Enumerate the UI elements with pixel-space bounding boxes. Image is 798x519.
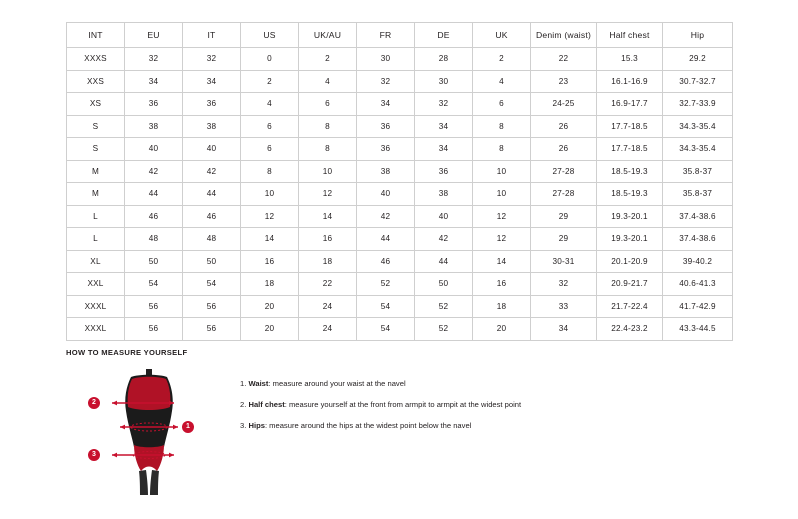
- table-cell: 22: [299, 273, 357, 296]
- table-cell: 10: [299, 160, 357, 183]
- table-cell: XXXS: [67, 48, 125, 71]
- table-cell: 29: [531, 205, 597, 228]
- table-cell: 18: [241, 273, 299, 296]
- table-cell: 32: [183, 48, 241, 71]
- step-term: Half chest: [248, 400, 285, 410]
- table-cell: XXL: [67, 273, 125, 296]
- table-cell: 29: [531, 228, 597, 251]
- table-cell: 30: [415, 70, 473, 93]
- table-row: [67, 250, 733, 273]
- table-cell: 34: [531, 318, 597, 341]
- table-cell: XXXL: [67, 295, 125, 318]
- table-cell: 54: [183, 273, 241, 296]
- mannequin-figure-area: [94, 367, 204, 497]
- table-cell: 50: [415, 273, 473, 296]
- table-cell: 56: [183, 295, 241, 318]
- column-header: Half chest: [597, 23, 663, 48]
- table-cell: S: [67, 115, 125, 138]
- table-cell: 27-28: [531, 160, 597, 183]
- table-cell: 12: [473, 205, 531, 228]
- table-cell: 32.7-33.9: [663, 93, 733, 116]
- table-cell: 46: [183, 205, 241, 228]
- table-cell: 34: [415, 138, 473, 161]
- step-text: : measure around the hips at the widest point below the navel: [264, 421, 472, 431]
- table-cell: 12: [299, 183, 357, 206]
- table-cell: M: [67, 160, 125, 183]
- table-cell: 22: [531, 48, 597, 71]
- table-cell: 24: [299, 295, 357, 318]
- table-cell: 6: [299, 93, 357, 116]
- table-cell: 32: [125, 48, 183, 71]
- table-cell: 4: [299, 70, 357, 93]
- table-cell: 30.7-32.7: [663, 70, 733, 93]
- table-cell: 34.3-35.4: [663, 115, 733, 138]
- table-row: [67, 183, 733, 206]
- step-text: : measure around your waist at the navel: [268, 379, 406, 388]
- table-cell: 4: [241, 93, 299, 116]
- table-cell: 15.3: [597, 48, 663, 71]
- table-cell: 28: [415, 48, 473, 71]
- step-term: Hips: [248, 421, 265, 431]
- table-cell: 22.4-23.2: [597, 318, 663, 341]
- table-cell: 30-31: [531, 250, 597, 273]
- table-cell: 38: [357, 160, 415, 183]
- table-cell: 14: [473, 250, 531, 273]
- table-cell: 8: [473, 138, 531, 161]
- table-cell: 35.8-37: [663, 183, 733, 206]
- step-text: : measure yourself at the front from armpit to armpit at the widest point: [284, 400, 522, 410]
- table-cell: 48: [125, 228, 183, 251]
- table-cell: 38: [125, 115, 183, 138]
- table-row: [67, 48, 733, 71]
- how-to-measure-section: [66, 348, 746, 497]
- column-header: Hip: [663, 23, 733, 48]
- table-cell: 36: [415, 160, 473, 183]
- step-number: 2.: [240, 400, 247, 410]
- table-header-row: [67, 23, 733, 48]
- table-cell: 2: [473, 48, 531, 71]
- table-cell: 37.4-38.6: [663, 205, 733, 228]
- table-cell: XL: [67, 250, 125, 273]
- table-cell: 10: [241, 183, 299, 206]
- size-table-head: [67, 23, 733, 48]
- column-header: Denim (waist): [531, 23, 597, 48]
- table-cell: 2: [299, 48, 357, 71]
- table-cell: 8: [241, 160, 299, 183]
- table-row: [67, 295, 733, 318]
- size-table: [66, 22, 733, 341]
- measure-step-waist: [240, 379, 521, 388]
- table-cell: 12: [241, 205, 299, 228]
- table-cell: 16: [473, 273, 531, 296]
- table-cell: 42: [183, 160, 241, 183]
- table-cell: 52: [357, 273, 415, 296]
- table-cell: 10: [473, 160, 531, 183]
- table-cell: M: [67, 183, 125, 206]
- table-cell: 4: [473, 70, 531, 93]
- table-cell: L: [67, 228, 125, 251]
- table-cell: 54: [357, 318, 415, 341]
- step-number: 1.: [240, 379, 247, 388]
- table-cell: 38: [415, 183, 473, 206]
- table-row: [67, 318, 733, 341]
- table-cell: 34: [183, 70, 241, 93]
- table-cell: 8: [299, 138, 357, 161]
- table-cell: 30: [357, 48, 415, 71]
- table-cell: 42: [125, 160, 183, 183]
- table-cell: 20: [241, 295, 299, 318]
- table-cell: 26: [531, 115, 597, 138]
- table-cell: 8: [299, 115, 357, 138]
- table-row: [67, 115, 733, 138]
- column-header: UK: [473, 23, 531, 48]
- table-cell: 18: [473, 295, 531, 318]
- table-cell: 18.5-19.3: [597, 183, 663, 206]
- table-cell: 34.3-35.4: [663, 138, 733, 161]
- table-cell: 46: [357, 250, 415, 273]
- table-cell: 50: [125, 250, 183, 273]
- table-cell: 27-28: [531, 183, 597, 206]
- table-cell: 16: [241, 250, 299, 273]
- table-cell: 54: [357, 295, 415, 318]
- table-cell: 39-40.2: [663, 250, 733, 273]
- measure-marker-1: 1: [182, 421, 194, 433]
- table-cell: 40: [125, 138, 183, 161]
- table-cell: S: [67, 138, 125, 161]
- table-cell: 56: [125, 295, 183, 318]
- table-cell: 44: [357, 228, 415, 251]
- table-cell: 41.7-42.9: [663, 295, 733, 318]
- measure-marker-2: 2: [88, 397, 100, 409]
- table-cell: 40.6-41.3: [663, 273, 733, 296]
- how-to-measure-body: [66, 367, 746, 497]
- table-cell: 52: [415, 318, 473, 341]
- column-header: EU: [125, 23, 183, 48]
- table-row: [67, 228, 733, 251]
- table-cell: 0: [241, 48, 299, 71]
- table-cell: 34: [357, 93, 415, 116]
- table-cell: 6: [241, 115, 299, 138]
- measure-marker-3: 3: [88, 449, 100, 461]
- column-header: DE: [415, 23, 473, 48]
- table-cell: 12: [473, 228, 531, 251]
- how-to-measure-title: HOW TO MEASURE YOURSELF: [66, 348, 188, 357]
- table-cell: 6: [241, 138, 299, 161]
- table-cell: XS: [67, 93, 125, 116]
- measure-steps-list: [240, 367, 521, 442]
- table-cell: 20: [473, 318, 531, 341]
- table-cell: 20: [241, 318, 299, 341]
- column-header: US: [241, 23, 299, 48]
- table-cell: 43.3-44.5: [663, 318, 733, 341]
- table-cell: 23: [531, 70, 597, 93]
- table-cell: 16.9-17.7: [597, 93, 663, 116]
- table-cell: XXS: [67, 70, 125, 93]
- table-cell: 42: [415, 228, 473, 251]
- table-cell: 52: [415, 295, 473, 318]
- step-number: 3.: [240, 421, 247, 431]
- table-cell: 40: [357, 183, 415, 206]
- table-cell: 20.1-20.9: [597, 250, 663, 273]
- table-row: [67, 160, 733, 183]
- table-cell: 24: [299, 318, 357, 341]
- table-cell: 17.7-18.5: [597, 115, 663, 138]
- table-cell: 6: [473, 93, 531, 116]
- table-cell: 44: [415, 250, 473, 273]
- table-cell: 26: [531, 138, 597, 161]
- table-cell: 36: [357, 115, 415, 138]
- table-cell: 40: [183, 138, 241, 161]
- table-cell: 10: [473, 183, 531, 206]
- table-cell: 29.2: [663, 48, 733, 71]
- table-cell: 56: [125, 318, 183, 341]
- table-cell: 34: [125, 70, 183, 93]
- table-cell: 37.4-38.6: [663, 228, 733, 251]
- table-cell: 54: [125, 273, 183, 296]
- table-cell: 8: [473, 115, 531, 138]
- table-cell: 21.7-22.4: [597, 295, 663, 318]
- table-cell: 2: [241, 70, 299, 93]
- table-cell: 32: [415, 93, 473, 116]
- table-cell: 18.5-19.3: [597, 160, 663, 183]
- size-table-container: [66, 22, 732, 341]
- step-term: Waist: [248, 379, 269, 388]
- table-cell: 24-25: [531, 93, 597, 116]
- measure-step-hips: [240, 421, 521, 430]
- table-cell: 36: [125, 93, 183, 116]
- table-cell: 34: [415, 115, 473, 138]
- table-cell: 36: [183, 93, 241, 116]
- table-cell: 50: [183, 250, 241, 273]
- table-cell: 35.8-37: [663, 160, 733, 183]
- table-cell: 18: [299, 250, 357, 273]
- table-row: [67, 93, 733, 116]
- table-cell: 48: [183, 228, 241, 251]
- table-cell: 19.3-20.1: [597, 205, 663, 228]
- table-cell: 46: [125, 205, 183, 228]
- table-row: [67, 138, 733, 161]
- table-row: [67, 70, 733, 93]
- table-cell: 44: [125, 183, 183, 206]
- table-cell: 14: [241, 228, 299, 251]
- table-row: [67, 205, 733, 228]
- table-cell: 40: [415, 205, 473, 228]
- table-cell: 19.3-20.1: [597, 228, 663, 251]
- table-cell: 17.7-18.5: [597, 138, 663, 161]
- table-cell: 16: [299, 228, 357, 251]
- table-cell: 38: [183, 115, 241, 138]
- table-cell: L: [67, 205, 125, 228]
- table-cell: 42: [357, 205, 415, 228]
- table-cell: 32: [357, 70, 415, 93]
- size-table-body: [67, 48, 733, 341]
- table-cell: 20.9-21.7: [597, 273, 663, 296]
- table-cell: 33: [531, 295, 597, 318]
- measure-step-half-chest: [240, 400, 521, 409]
- column-header: INT: [67, 23, 125, 48]
- column-header: UK/AU: [299, 23, 357, 48]
- table-cell: 14: [299, 205, 357, 228]
- table-cell: 32: [531, 273, 597, 296]
- column-header: IT: [183, 23, 241, 48]
- table-cell: 44: [183, 183, 241, 206]
- column-header: FR: [357, 23, 415, 48]
- table-cell: 16.1-16.9: [597, 70, 663, 93]
- table-row: [67, 273, 733, 296]
- table-cell: 36: [357, 138, 415, 161]
- table-cell: 56: [183, 318, 241, 341]
- table-cell: XXXL: [67, 318, 125, 341]
